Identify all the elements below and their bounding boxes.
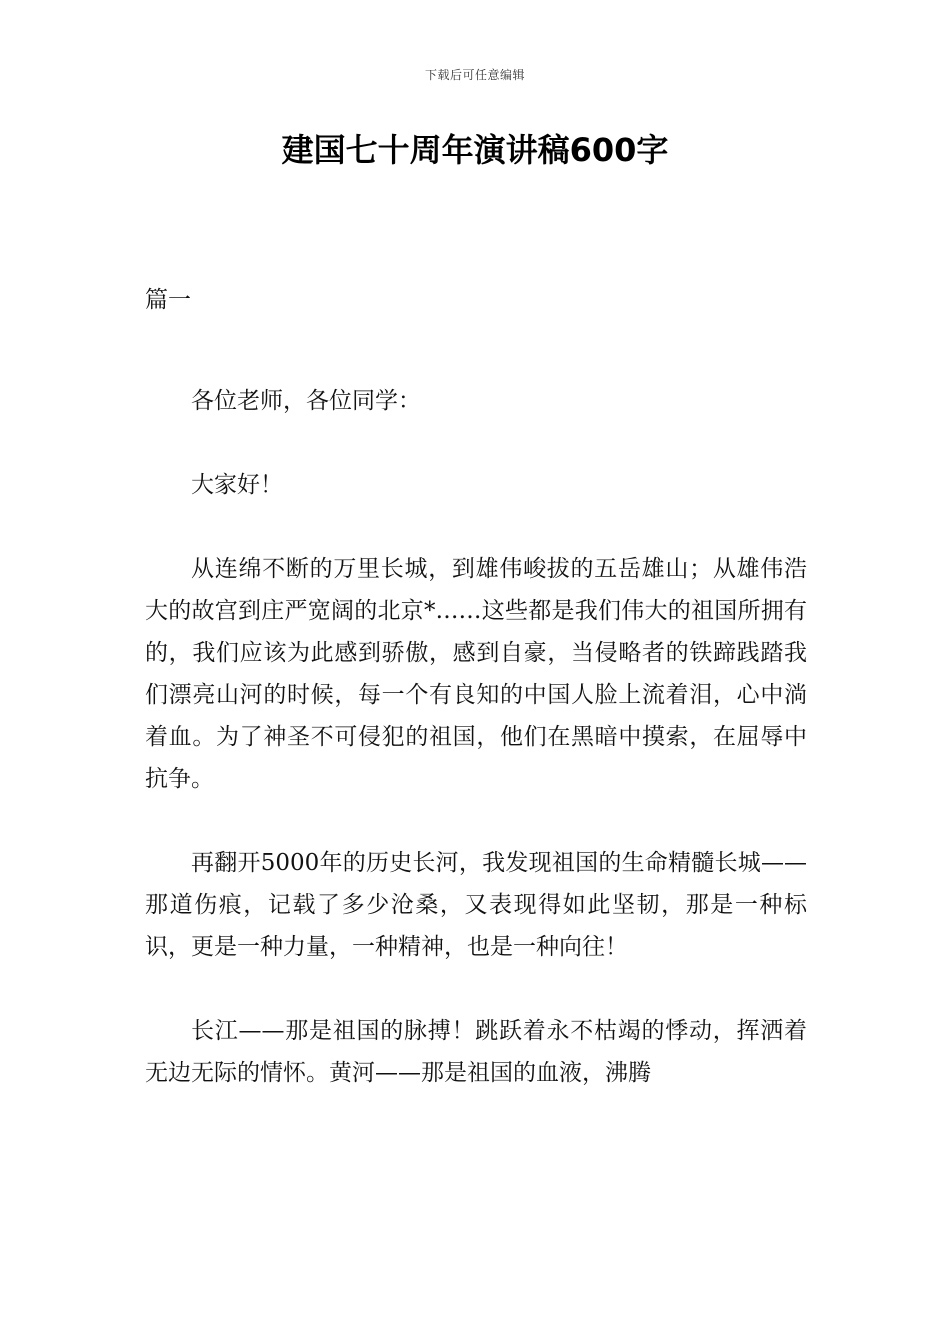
paragraph-great-wall: 从连绵不断的万里长城，到雄伟峻拔的五岳雄山；从雄伟浩大的故宫到庄严宽阔的北京*……这些都是我们伟大的祖国所拥有的，我们应该为此感到骄傲，感到自豪，当侵略者的铁蹄践踏我们漂亮山河的时候，每一个有良知的中国人脸上流着泪，心中淌着血。为了神圣不可侵犯的祖国，他们在黑暗中摸索，在屈辱中抗争。 [145, 556, 807, 792]
paragraph-hello: 大家好！ [191, 472, 283, 498]
document-body [145, 380, 807, 1136]
paragraph-yangtze: 长江——那是祖国的脉搏！跳跃着永不枯竭的悸动，挥洒着无边无际的情怀。黄河——那是祖国的血液，沸腾 [145, 1018, 807, 1086]
header-note: 下载后可任意编辑 [424, 68, 525, 82]
paragraph-greeting: 各位老师，各位同学： [191, 388, 421, 414]
section-label: 篇一 [145, 287, 191, 313]
document-title: 建国七十周年演讲稿600字 [281, 131, 669, 169]
paragraph-history: 再翻开5000年的历史长河，我发现祖国的生命精髓长城——那道伤痕，记载了多少沧桑，又表现得如此坚韧，那是一种标识，更是一种力量，一种精神，也是一种向往！ [145, 850, 807, 960]
